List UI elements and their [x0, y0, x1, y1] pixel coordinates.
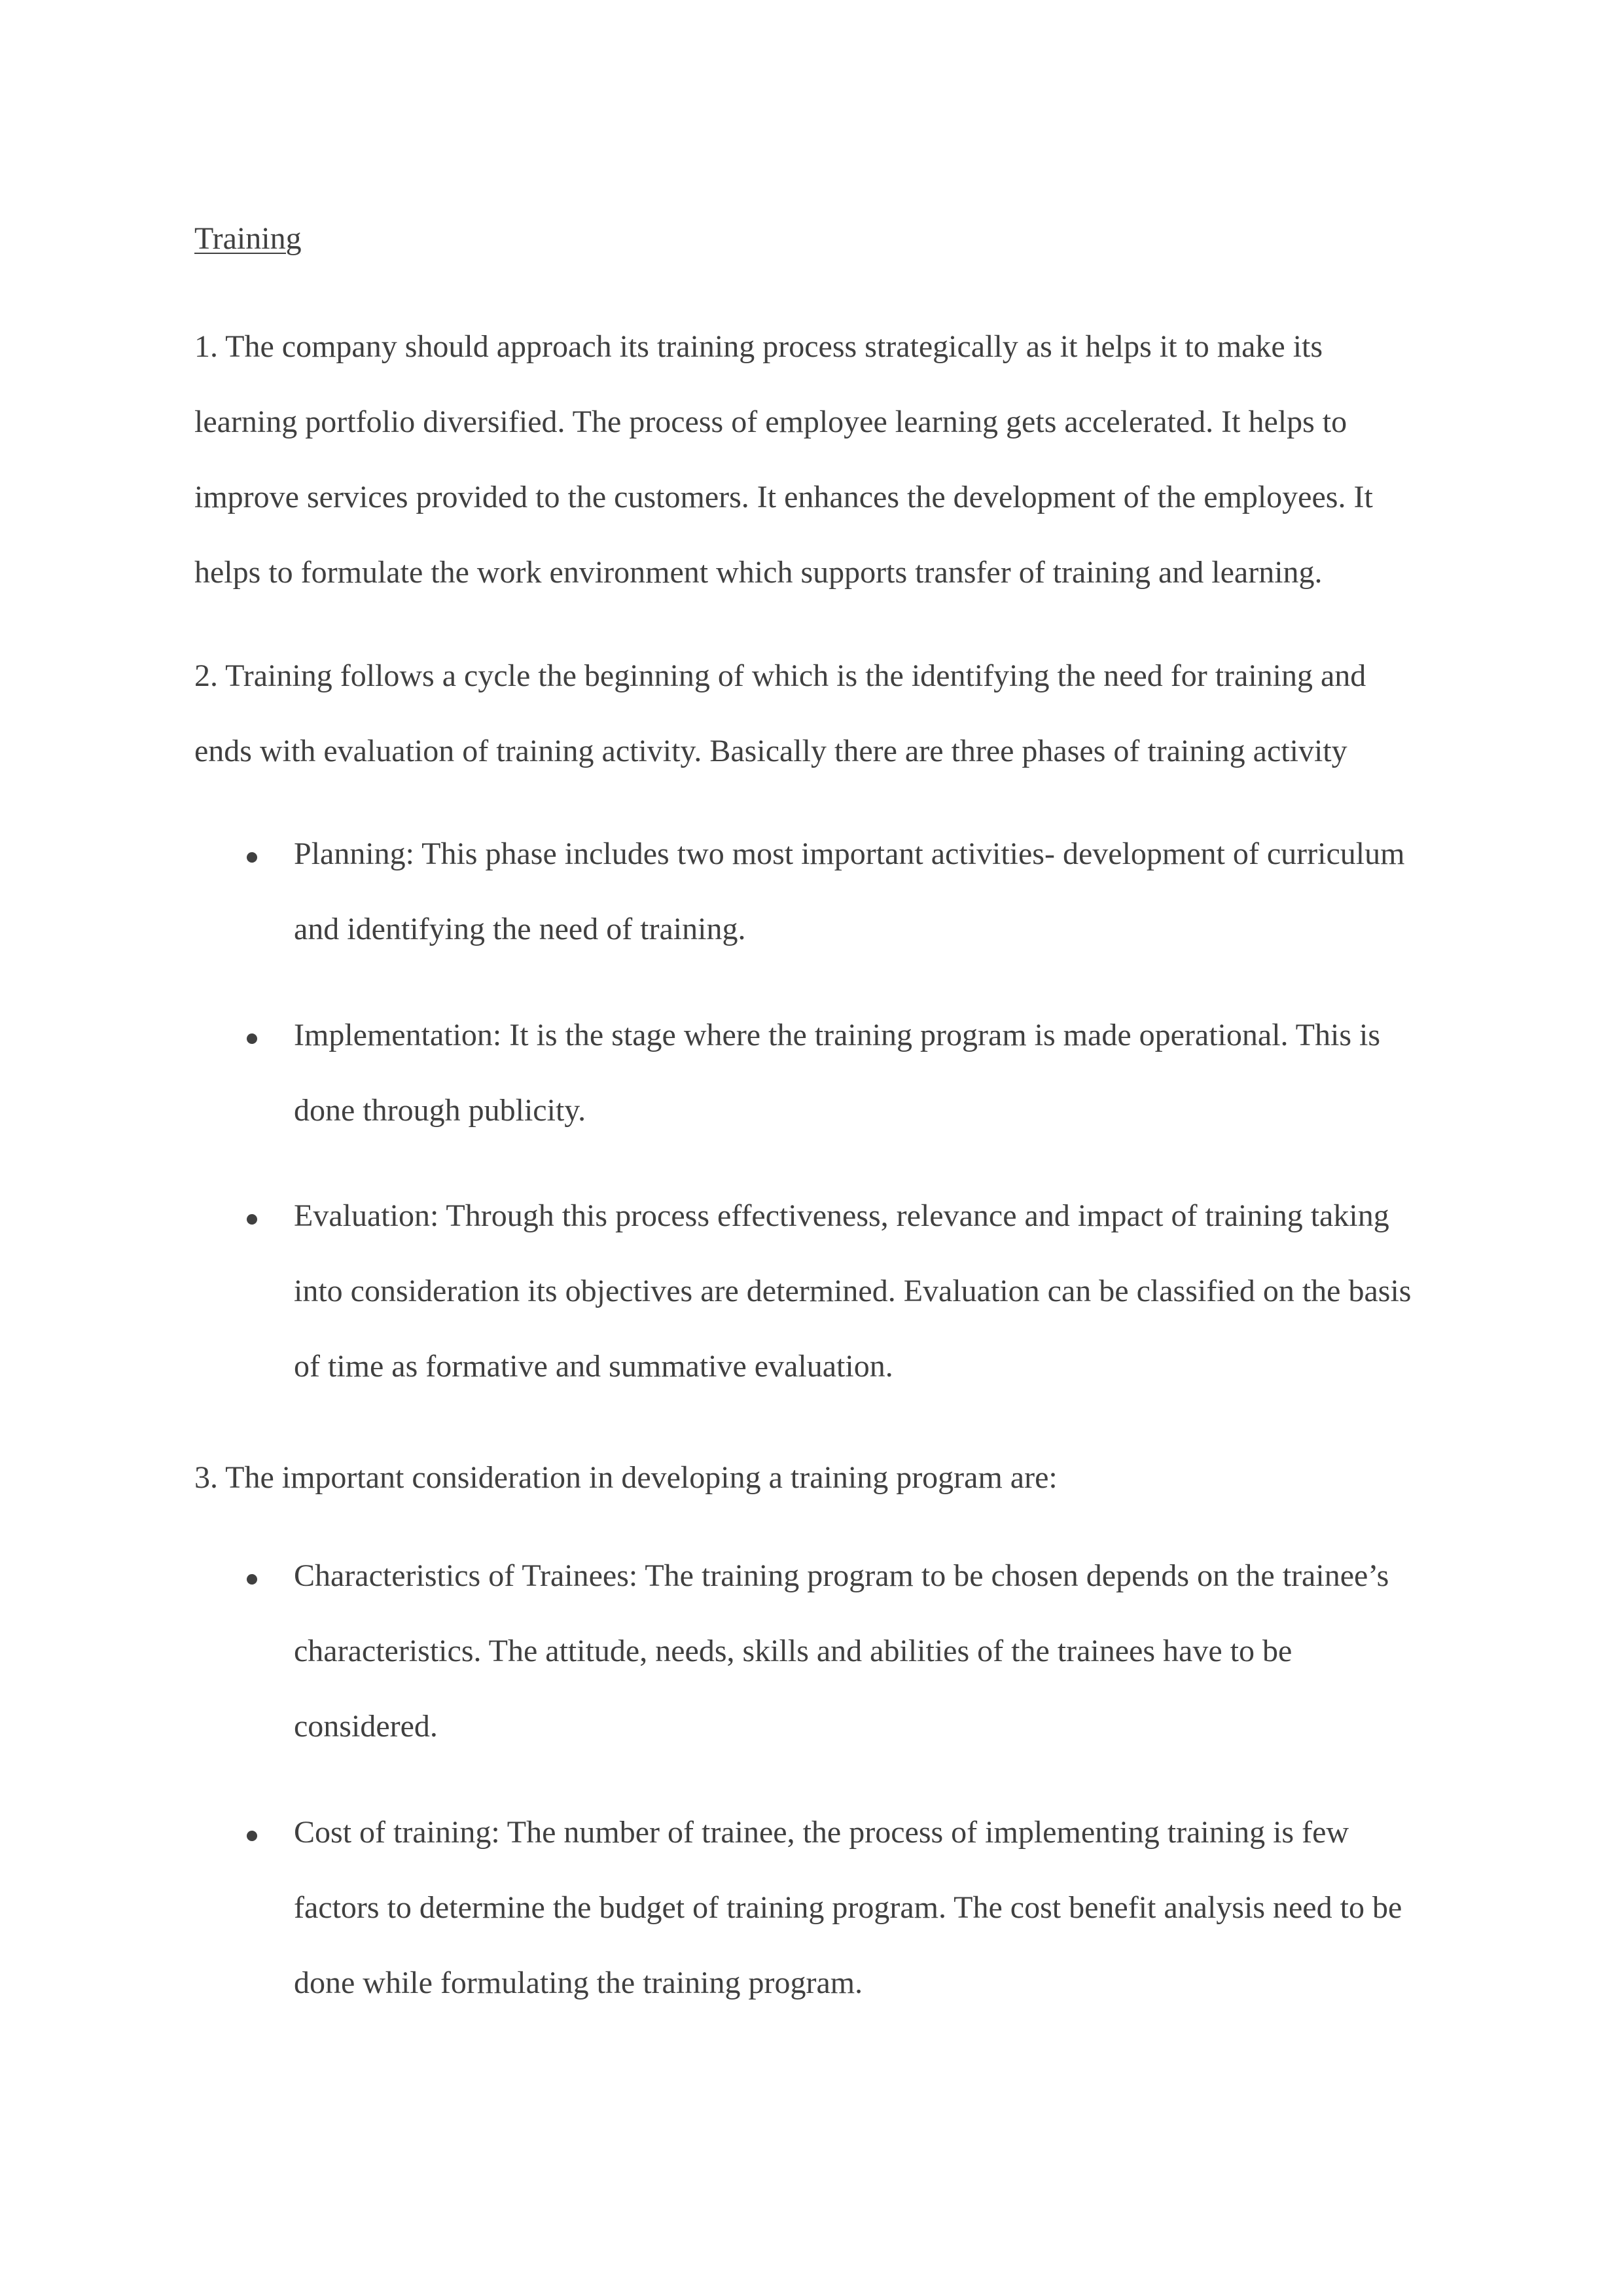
- bullet-icon: [247, 1214, 257, 1225]
- paragraph-2: 2. Training follows a cycle the beginning of which is the identifying the need for training and ends with evaluation of training activity. Basically there are three phases of training activity: [194, 658, 1366, 768]
- bullet-icon: [247, 1033, 257, 1044]
- bullet-icon: [247, 1831, 257, 1841]
- paragraph-1: 1. The company should approach its training process strategically as it helps it to make its learning portfolio diversified. The process of employee learning gets accelerated. It helps to improve services provided to the customers. It enhances the development of the employees. It helps to formulate the work environment which supports transfer of training and learning.: [194, 329, 1373, 590]
- list-item-text: Implementation: It is the stage where the training program is made operational. This is done through publicity.: [294, 1018, 1381, 1128]
- paragraph-3: 3. The important consideration in developing a training program are:: [194, 1460, 1058, 1495]
- list-item-text: Characteristics of Trainees: The training program to be chosen depends on the trainee’s characteristics. The attitude, needs, skills and abilities of the trainees have to be considered.: [294, 1558, 1389, 1744]
- bullet-icon: [247, 852, 257, 863]
- list-item-text: Evaluation: Through this process effectiveness, relevance and impact of training taking into consideration its objectives are determined. Evaluation can be classified on the basis of time as formative and summative evaluation.: [294, 1198, 1412, 1384]
- bullet-icon: [247, 1574, 257, 1585]
- list-item-text: Planning: This phase includes two most important activities- development of curriculum and identifying the need of training.: [294, 836, 1405, 946]
- document-title: Training: [194, 221, 302, 256]
- list-item-text: Cost of training: The number of trainee, the process of implementing training is few factors to determine the budget of training program. The cost benefit analysis need to be done while formulating the training program.: [294, 1815, 1402, 2000]
